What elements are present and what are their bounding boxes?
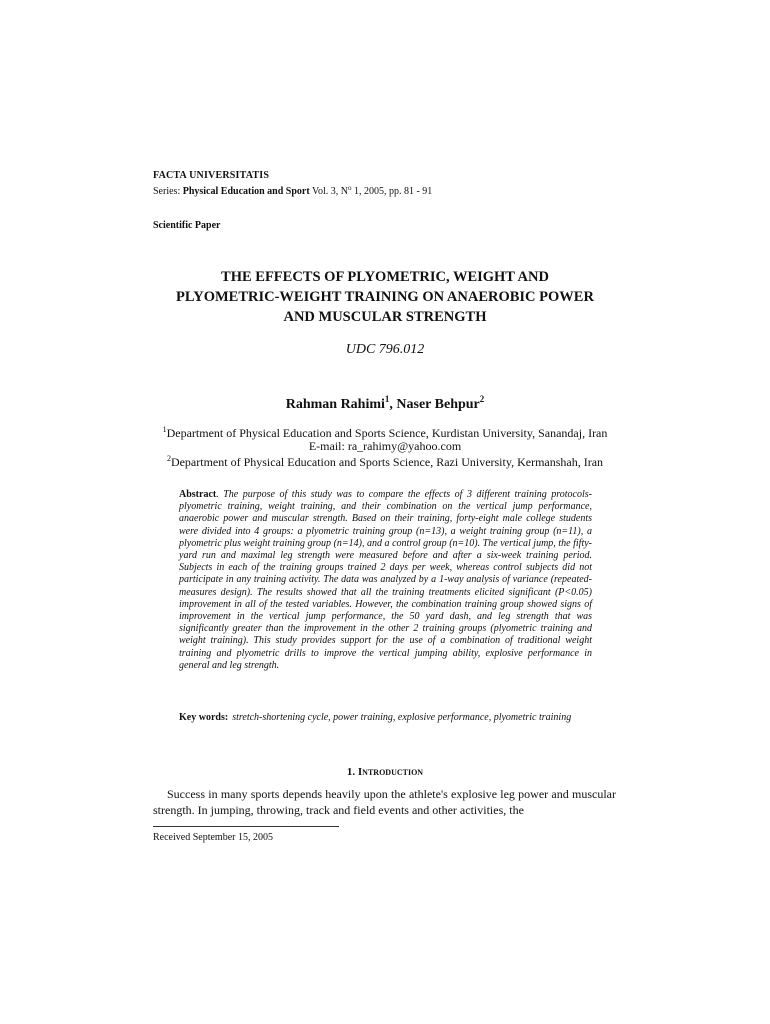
section-heading — [140, 766, 630, 778]
authors — [140, 394, 630, 413]
keywords-label — [179, 712, 232, 724]
affiliation-1-sup: 1 — [162, 425, 167, 434]
author-1-sup: 1 — [384, 394, 390, 404]
author-1: Rahman Rahimi — [285, 397, 385, 412]
section-number: 1. — [346, 766, 358, 778]
abstract-text: . The purpose of this study was to compare the effects of 3 different training protocols-plyometric training, weight training, and their combination on the vertical jump performance, anaerobic power and muscular strength. Based on their training, forty-eight male college students were divided into 4 groups: a plyometric training group (n=13), a weight training group (n=11), a plyometric plus weight training group (n=14), and a control group (n=10). The vertical jump, the fifty-yard run and maximal leg strength were measured before and after a six-week training period. Subjects in each of the training groups trained 2 days per week, whereas control subjects did not participate in any training activity. The data was analyzed by a 1-way analysis of variance (repeated-measures design). The results showed that all the training treatments elicited significant (P<0.05) improvement in all of the tested variables. However, the combination training group showed signs of improvement in the vertical jump performance, the 50 yard dash, and leg strength that was significantly greater than the improvement in the other 2 training groups (plyometric training and weight training). This study provides support for the use of a combination of traditional weight training and plyometric drills to improve the vertical jumping ability, explosive performance in general and leg strength. — [179, 489, 592, 671]
keywords-label-text: Key words — [179, 712, 225, 723]
author-separator: , — [389, 397, 397, 412]
title-line-3: AND MUSCULAR STRENGTH — [283, 309, 487, 325]
journal-name: FACTA UNIVERSITATIS — [153, 170, 270, 181]
paper-type: Scientific Paper — [153, 220, 221, 231]
title-line-2: PLYOMETRIC-WEIGHT TRAINING ON ANAEROBIC POWER — [176, 289, 594, 305]
affiliation-2 — [140, 454, 630, 470]
affiliation-2-text: Department of Physical Education and Sports Science, Razi University, Kermanshah, Iran — [170, 455, 604, 469]
received-date-footnote: Received September 15, 2005 — [153, 832, 273, 843]
volume-text: Vol. 3, N — [309, 186, 348, 197]
series-prefix: Series: — [153, 186, 183, 197]
abstract-label: Abstract — [179, 489, 217, 500]
keywords-colon: : — [224, 712, 229, 723]
journal-series-line — [153, 184, 432, 197]
title-line-1: THE EFFECTS OF PLYOMETRIC, WEIGHT AND — [221, 269, 549, 285]
author-2: Naser Behpur — [396, 397, 480, 412]
author-email: E-mail: ra_rahimy@yahoo.com — [308, 439, 462, 453]
affiliation-2-sup: 2 — [166, 454, 171, 463]
paper-title — [140, 267, 630, 327]
keywords-text: stretch-shortening cycle, power training, explosive performance, plyometric training — [232, 712, 572, 723]
keywords — [179, 712, 592, 724]
issue-text: 1, 2005, pp. 81 - 91 — [351, 186, 433, 197]
udc-code: UDC 796.012 — [345, 342, 425, 357]
footnote-divider — [153, 826, 339, 827]
abstract — [179, 489, 592, 672]
series-name: Physical Education and Sport — [182, 186, 310, 197]
body-paragraph: Success in many sports depends heavily upon the athlete's explosive leg power and muscular strength. In jumping, throwing, track and field events and other activities, the — [153, 787, 616, 817]
section-title: Introduction — [357, 766, 424, 778]
affiliation-1-text: Department of Physical Education and Sports Science, Kurdistan University, Sanandaj, Iran — [166, 426, 608, 440]
number-superscript: o — [347, 184, 352, 192]
author-2-sup: 2 — [479, 394, 485, 404]
